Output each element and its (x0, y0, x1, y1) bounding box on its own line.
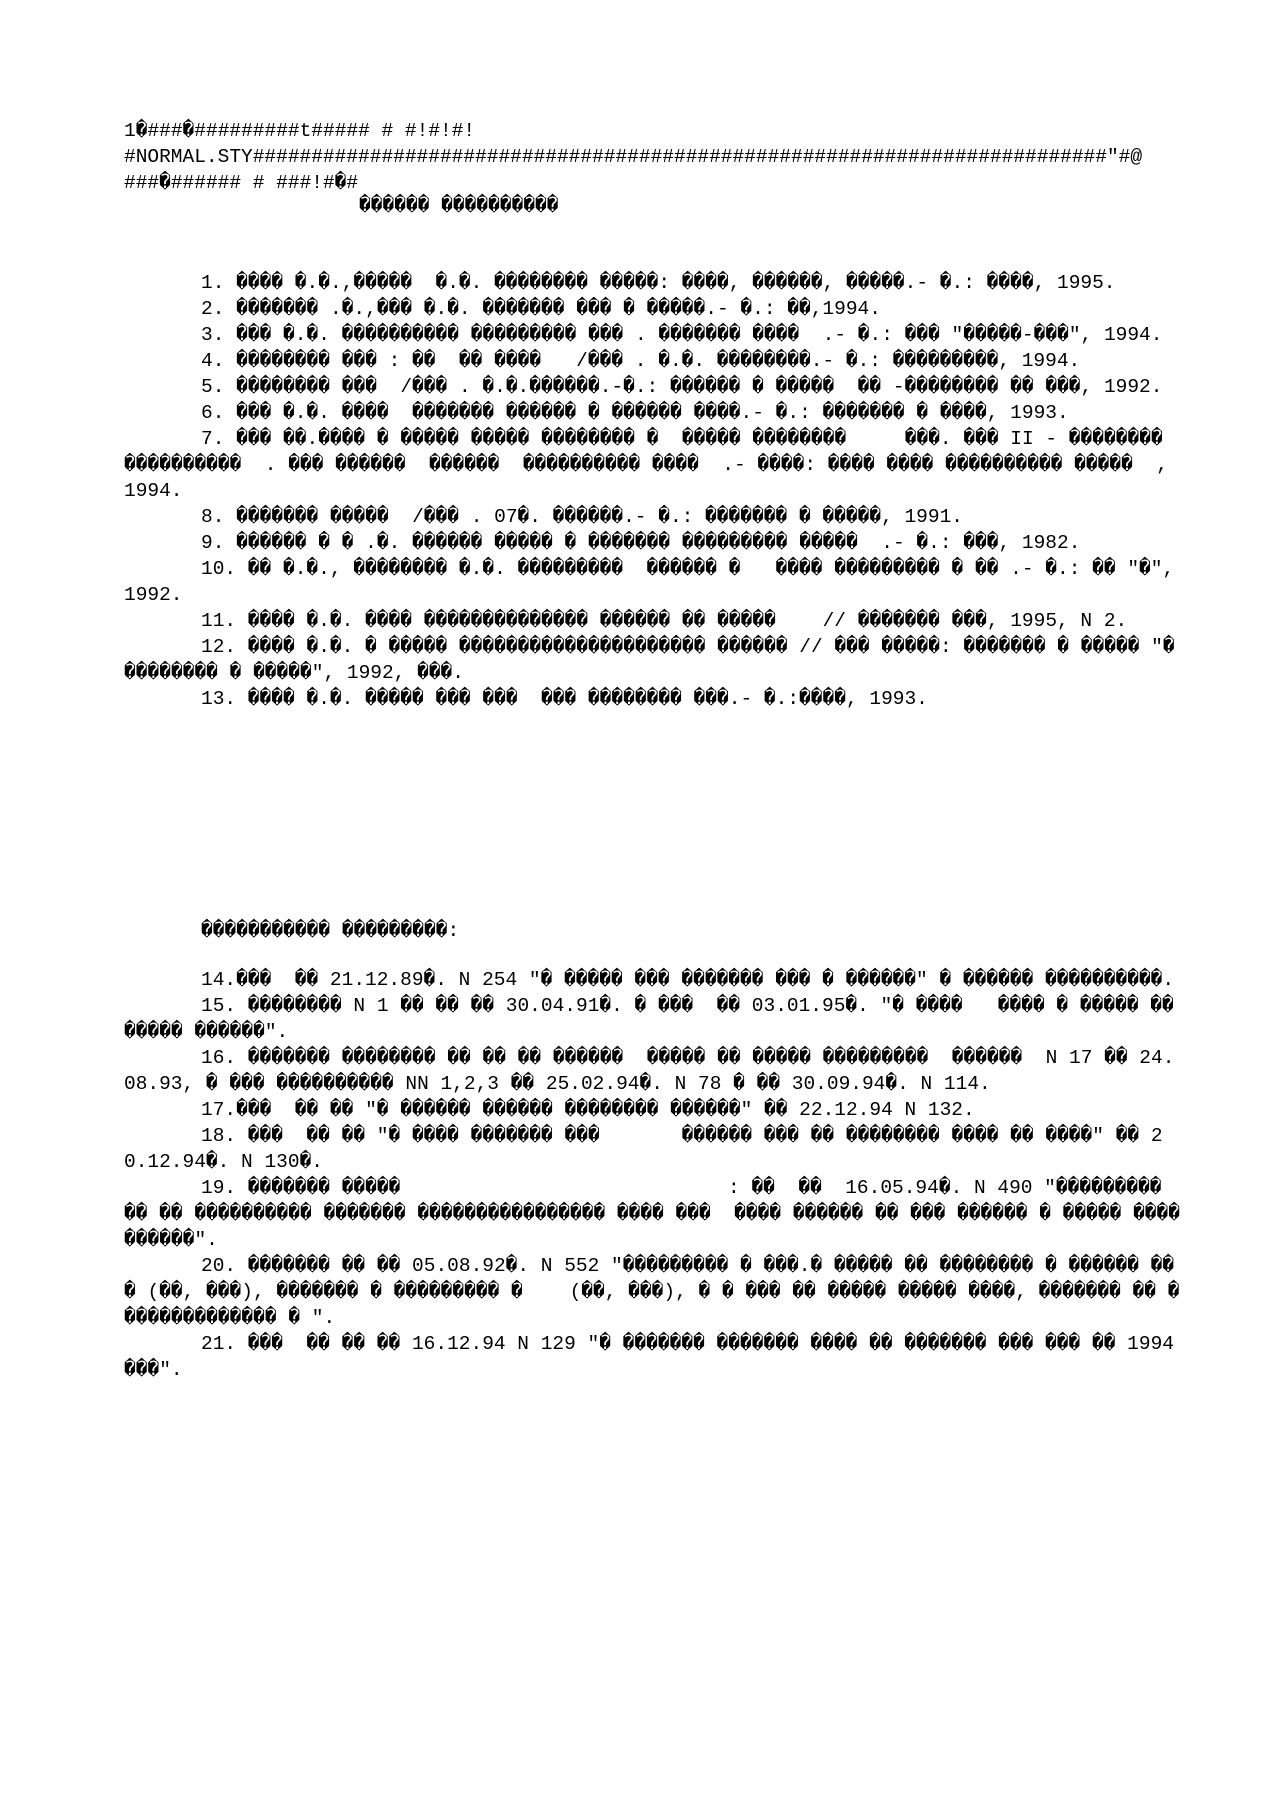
header-line: #NORMAL.STY#########################################################################"#@ (124, 146, 1143, 168)
reference-item: 10. �� �.�., �������� �.�. ��������� ������ � ���� ��������� � �� .- �.: �� "�", 1992. (124, 558, 1186, 606)
regulation-item: 21. ��� �� �� �� 16.12.94 N 129 "� ������� ������� ���� �� ������� ��� ��� �� 1994 ���". (124, 1333, 1186, 1381)
regulation-item: 15. �������� N 1 �� �� �� 30.04.91�. � ��� �� 03.01.95�. "� ���� ���� � ����� ������� ������". (124, 995, 1174, 1043)
regulation-item: 14.��� �� 21.12.89�. N 254 "� ����� ��� ������� ��� � ������" � ������ ����������. (201, 969, 1175, 991)
regulation-item: 16. ������� �������� �� �� �� ������ ����� �� ����� ��������� ������ N 17 �� 24.08.93, � ��� ���������� NN 1,2,3 �� 25.02.94�. N 78 � �� 30.09.94�. N 114. (124, 1047, 1175, 1095)
reference-item: 1. ���� �.�.,����� �.�. �������� �����: ����, ������, �����.- �.: ����, 1995. (201, 272, 1116, 294)
header-line: 1�###�#########t##### # #!#!#! (124, 120, 476, 142)
reference-item: 3. ��� �.�. ���������� ��������� ��� . ������� ���� .- �.: ��� "�����-���", 1994. (201, 324, 1163, 346)
regulation-list (124, 967, 1192, 1383)
regulation-item: 18. ��� �� �� "� ���� ������� ��� ������ ��� �� �������� ���� �� ����" �� 20.12.94�. N 130�. (124, 1125, 1163, 1173)
reference-list (124, 270, 1187, 712)
reference-item: 2. ������� .�.,��� �.�. ������� ��� � �����.- �.: ��,1994. (201, 298, 881, 320)
page-title: ������ ���������� (359, 195, 559, 217)
regulation-item: 17.��� �� �� "� ������ ������ �������� ������" �� 22.12.94 N 132. (201, 1099, 975, 1121)
reference-item: 7. ��� ��.���� � ����� ����� �������� � ����� �������� ���. ��� II - �������� ���������� . ��� ������ ������ ���������� ���� .- ����: ���� ���� ���������� ����� , 1994. (124, 428, 1187, 502)
reference-item: 8. ������� ����� /��� . 07�. ������.- �.: ������� � �����, 1991. (201, 506, 963, 528)
section-heading: ����������� ���������: (201, 920, 460, 942)
reference-item: 4. �������� ��� : �� �� ���� /��� . �.�. ��������.- �.: ���������, 1994. (201, 350, 1081, 372)
header-line: ###�###### # ###!#�# (124, 172, 359, 194)
reference-item: 5. �������� ��� /��� . �.�.������.-�.: ������ � ����� �� -�������� �� ���, 1992. (201, 376, 1163, 398)
reference-item: 11. ���� �.�. ���� �������������� ������ �� ����� // ������� ���, 1995, N 2. (201, 610, 1128, 632)
document-header (124, 118, 1184, 196)
reference-item: 6. ��� �.�. ���� ������� ������ � ������ ����.- �.: ������� � ����, 1993. (201, 402, 1069, 424)
reference-item: 12. ���� �.�. � ����� ��������������������� ������ // ��� �����: ������� � ����� "��������� � �����", 1992, ���. (124, 636, 1175, 684)
reference-item: 13. ���� �.�. ����� ��� ��� ��� �������� ���.- �.:����, 1993. (201, 688, 928, 710)
regulation-item: 19. ������� ����� : �� �� 16.05.94�. N 490 "��������� �� �� ���������� ������� ���������������� ���� ��� ���� ������ �� ��� ������ � ����� ���� ������". (124, 1177, 1192, 1251)
regulation-item: 20. ������� �� �� 05.08.92�. N 552 "��������� � ���.� ����� �� �������� � ������ ��� (��, ���), ������� � ��������� � (��, ���), � � ��� �� ����� ����� ����, ������� �� �������������� � ". (124, 1255, 1180, 1329)
reference-item: 9. ������ � � .�. ������ ����� � ������� ��������� ����� .- �.: ���, 1982. (201, 532, 1081, 554)
